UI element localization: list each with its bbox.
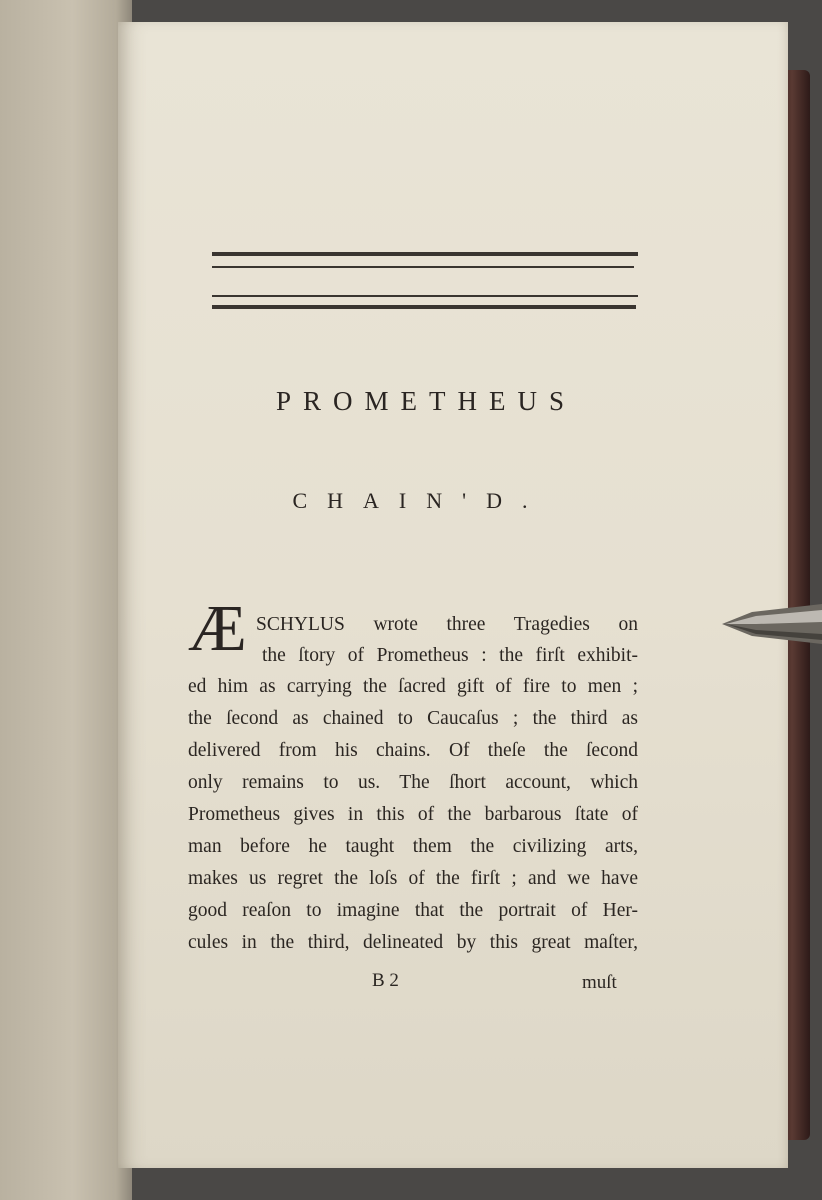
- text-line: the ſtory of Prometheus : the firſt exhibit-: [262, 645, 638, 666]
- text-line: Prometheus gives in this of the barbarous ſtate of: [188, 804, 638, 825]
- signature-mark: B 2: [372, 970, 399, 991]
- ornamental-rule-bottom-thick: [212, 305, 636, 309]
- ornamental-rule-top-thick: [212, 252, 638, 256]
- ornamental-rule-bottom-thin: [212, 295, 638, 297]
- text-line: delivered from his chains. Of theſe the ſecond: [188, 740, 638, 761]
- text-line: ed him as carrying the ſacred gift of fire to men ;: [188, 676, 638, 697]
- text-line: the ſecond as chained to Caucaſus ; the third as: [188, 708, 638, 729]
- catchword: muſt: [582, 972, 617, 993]
- facing-page-edge: [0, 0, 132, 1200]
- text-line: man before he taught them the civilizing arts,: [188, 836, 638, 857]
- text-line: cules in the third, delineated by this great maſter,: [188, 932, 638, 953]
- text-line: makes us regret the loſs of the firſt ; and we have: [188, 868, 638, 889]
- text-line: SCHYLUS wrote three Tragedies on: [256, 614, 638, 635]
- drop-cap: Æ: [188, 592, 247, 665]
- ornamental-rule-top-thin: [212, 266, 634, 268]
- page-title: PROMETHEUS: [275, 386, 577, 416]
- text-line: only remains to us. The ſhort account, which: [188, 772, 638, 793]
- page-pointer-icon: [722, 600, 822, 648]
- page-subtitle: CHAIN'D.: [292, 488, 548, 513]
- text-line: good reaſon to imagine that the portrait of Her-: [188, 900, 638, 921]
